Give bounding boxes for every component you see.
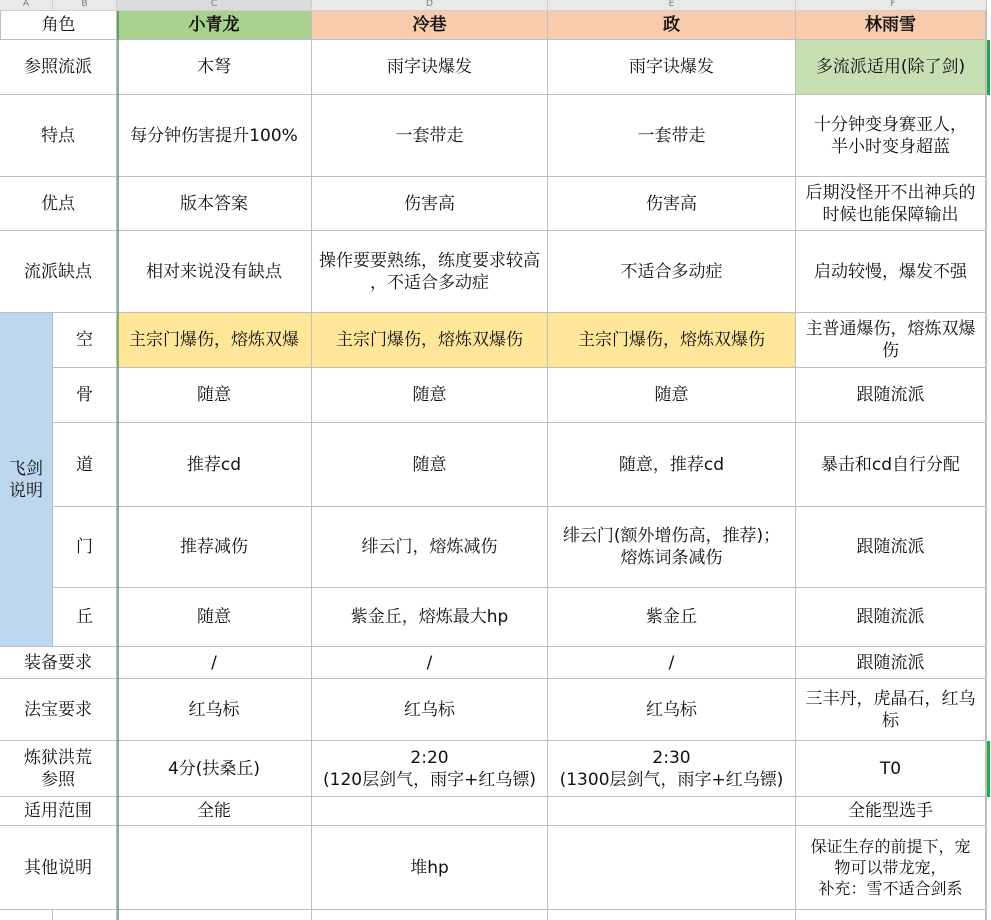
column-header-c[interactable]: C	[117, 0, 312, 11]
ref-cell-2[interactable]: 2:20 (120层剑气，雨字+红乌镖)	[312, 741, 548, 797]
row-label-scope[interactable]: 适用范围	[0, 797, 117, 826]
equip-cell-2[interactable]: /	[312, 647, 548, 679]
ref-cell-1[interactable]: 4分(扶桑丘)	[117, 741, 312, 797]
merit-cell-1[interactable]: 版本答案	[117, 177, 312, 231]
scope-cell-1[interactable]: 全能	[117, 797, 312, 826]
row-label-qiu[interactable]: 丘	[53, 588, 117, 647]
other-cell-3[interactable]	[548, 826, 796, 910]
school-cell-3[interactable]: 雨字诀爆发	[548, 40, 796, 95]
sword-group-label[interactable]: 飞剑 说明	[0, 313, 53, 647]
equip-cell-1[interactable]: /	[117, 647, 312, 679]
qiu-cell-2[interactable]: 紫金丘，熔炼最大hp	[312, 588, 548, 647]
flaw-cell-1[interactable]: 相对来说没有缺点	[117, 231, 312, 313]
ref-cell-3[interactable]: 2:30 (1300层剑气，雨字+红乌镖)	[548, 741, 796, 797]
scope-cell-2[interactable]	[312, 797, 548, 826]
column-header-a[interactable]: A	[0, 0, 53, 11]
gu-cell-2[interactable]: 随意	[312, 368, 548, 423]
flaw-cell-2[interactable]: 操作要要熟练，练度要求较高 ，不适合多动症	[312, 231, 548, 313]
row-label-feature[interactable]: 特点	[0, 95, 117, 177]
kong-cell-3[interactable]: 主宗门爆伤，熔炼双爆伤	[548, 313, 796, 368]
scope-cell-4[interactable]: 全能型选手	[796, 797, 986, 826]
kong-cell-1[interactable]: 主宗门爆伤，熔炼双爆	[117, 313, 312, 368]
equip-cell-4[interactable]: 跟随流派	[796, 647, 986, 679]
merit-cell-2[interactable]: 伤害高	[312, 177, 548, 231]
empty-row-cell-f[interactable]	[796, 910, 986, 920]
dao-cell-2[interactable]: 随意	[312, 423, 548, 507]
header-character-2[interactable]: 冷巷	[312, 11, 548, 40]
row-label-merit[interactable]: 优点	[0, 177, 117, 231]
kong-cell-2[interactable]: 主宗门爆伤，熔炼双爆伤	[312, 313, 548, 368]
flaw-cell-3[interactable]: 不适合多动症	[548, 231, 796, 313]
dao-cell-3[interactable]: 随意，推荐cd	[548, 423, 796, 507]
dao-cell-1[interactable]: 推荐cd	[117, 423, 312, 507]
qiu-cell-3[interactable]: 紫金丘	[548, 588, 796, 647]
row-label-men[interactable]: 门	[53, 507, 117, 588]
header-character-4[interactable]: 林雨雪	[796, 11, 986, 40]
right-edge-marker-2	[987, 741, 990, 797]
gu-cell-1[interactable]: 随意	[117, 368, 312, 423]
qiu-cell-1[interactable]: 随意	[117, 588, 312, 647]
gu-cell-3[interactable]: 随意	[548, 368, 796, 423]
men-cell-4[interactable]: 跟随流派	[796, 507, 986, 588]
treasure-cell-4[interactable]: 三丰丹，虎晶石，红乌 标	[796, 679, 986, 741]
row-label-kong[interactable]: 空	[53, 313, 117, 368]
scope-cell-3[interactable]	[548, 797, 796, 826]
empty-row-cell-d[interactable]	[312, 910, 548, 920]
men-cell-1[interactable]: 推荐减伤	[117, 507, 312, 588]
right-edge-marker-1	[987, 40, 990, 95]
qiu-cell-4[interactable]: 跟随流派	[796, 588, 986, 647]
merit-cell-3[interactable]: 伤害高	[548, 177, 796, 231]
column-header-b[interactable]: B	[53, 0, 117, 11]
feature-cell-4[interactable]: 十分钟变身赛亚人， 半小时变身超蓝	[796, 95, 986, 177]
feature-cell-1[interactable]: 每分钟伤害提升100%	[117, 95, 312, 177]
header-label-cell[interactable]: 角色	[0, 11, 117, 40]
empty-row-cell-c[interactable]	[117, 910, 312, 920]
row-label-treasure[interactable]: 法宝要求	[0, 679, 117, 741]
men-cell-3[interactable]: 绯云门(额外增伤高，推荐)； 熔炼词条减伤	[548, 507, 796, 588]
column-selection-edge	[117, 11, 119, 920]
row-label-dao[interactable]: 道	[53, 423, 117, 507]
row-label-gu[interactable]: 骨	[53, 368, 117, 423]
kong-cell-4[interactable]: 主普通爆伤，熔炼双爆 伤	[796, 313, 986, 368]
row-label-other[interactable]: 其他说明	[0, 826, 117, 910]
flaw-cell-4[interactable]: 启动较慢，爆发不强	[796, 231, 986, 313]
feature-cell-3[interactable]: 一套带走	[548, 95, 796, 177]
gu-cell-4[interactable]: 跟随流派	[796, 368, 986, 423]
row-label-equip[interactable]: 装备要求	[0, 647, 117, 679]
feature-cell-2[interactable]: 一套带走	[312, 95, 548, 177]
row-label-flaw[interactable]: 流派缺点	[0, 231, 117, 313]
treasure-cell-3[interactable]: 红乌标	[548, 679, 796, 741]
other-cell-1[interactable]	[117, 826, 312, 910]
merit-cell-4[interactable]: 后期没怪开不出神兵的 时候也能保障输出	[796, 177, 986, 231]
treasure-cell-1[interactable]: 红乌标	[117, 679, 312, 741]
school-cell-2[interactable]: 雨字诀爆发	[312, 40, 548, 95]
ref-cell-4[interactable]: T0	[796, 741, 986, 797]
header-character-1[interactable]: 小青龙	[117, 11, 312, 40]
column-header-e[interactable]: E	[548, 0, 796, 11]
men-cell-2[interactable]: 绯云门，熔炼减伤	[312, 507, 548, 588]
empty-row-cell-e[interactable]	[548, 910, 796, 920]
empty-row-cell-a[interactable]	[0, 910, 53, 920]
row-label-ref[interactable]: 炼狱洪荒 参照	[0, 741, 117, 797]
column-header-f[interactable]: F	[796, 0, 991, 11]
other-cell-4[interactable]: 保证生存的前提下，宠 物可以带龙宠， 补充：雪不适合剑系	[796, 826, 986, 910]
row-label-school[interactable]: 参照流派	[0, 40, 117, 95]
school-cell-4[interactable]: 多流派适用(除了剑)	[796, 40, 986, 95]
school-cell-1[interactable]: 木弩	[117, 40, 312, 95]
empty-row-cell-b[interactable]	[53, 910, 117, 920]
column-header-d[interactable]: D	[312, 0, 548, 11]
header-character-3[interactable]: 政	[548, 11, 796, 40]
equip-cell-3[interactable]: /	[548, 647, 796, 679]
treasure-cell-2[interactable]: 红乌标	[312, 679, 548, 741]
dao-cell-4[interactable]: 暴击和cd自行分配	[796, 423, 986, 507]
other-cell-2[interactable]: 堆hp	[312, 826, 548, 910]
